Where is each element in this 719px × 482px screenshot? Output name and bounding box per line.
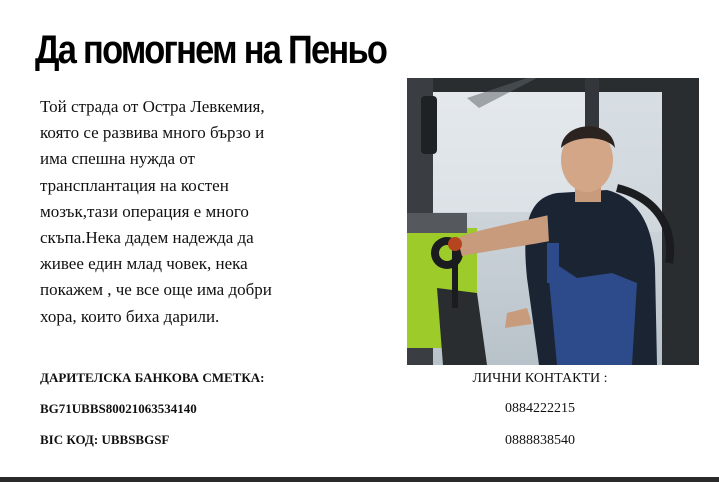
bottom-divider <box>0 477 719 482</box>
story-line: мозък,тази операция е много <box>40 201 249 221</box>
story-line: има спешна нужда от <box>40 149 195 169</box>
bank-details <box>40 369 264 462</box>
contact-phone: 0884222215 <box>505 401 575 416</box>
story-line: хора, които биха дарили. <box>40 306 220 326</box>
story-line: трансплантация на костен <box>40 175 229 195</box>
photo-man-on-tractor <box>407 78 699 365</box>
story-line: скъпа.Нека дадем надежда да <box>40 228 254 248</box>
bank-iban: BG71UBBS80021063534140 <box>40 401 197 416</box>
story-line: която се развива много бързо и <box>40 123 265 143</box>
contact-details <box>420 369 660 463</box>
photo-illustration <box>407 78 699 365</box>
bank-bic: BIC КОД: UBBSBGSF <box>40 432 170 447</box>
story-line: Той страда от Остра Левкемия, <box>40 97 265 116</box>
contacts-heading: ЛИЧНИ КОНТАКТИ : <box>472 371 608 386</box>
bank-heading: ДАРИТЕЛСКА БАНКОВА СМЕТКА: <box>40 370 265 385</box>
page-title: Да помогнем на Пеньо <box>35 28 387 72</box>
story-line: покажем , че все още има добри <box>40 280 272 300</box>
story-text <box>40 94 370 330</box>
contact-phone: 0888838540 <box>505 433 575 448</box>
story-line: живее един млад човек, нека <box>40 254 248 274</box>
